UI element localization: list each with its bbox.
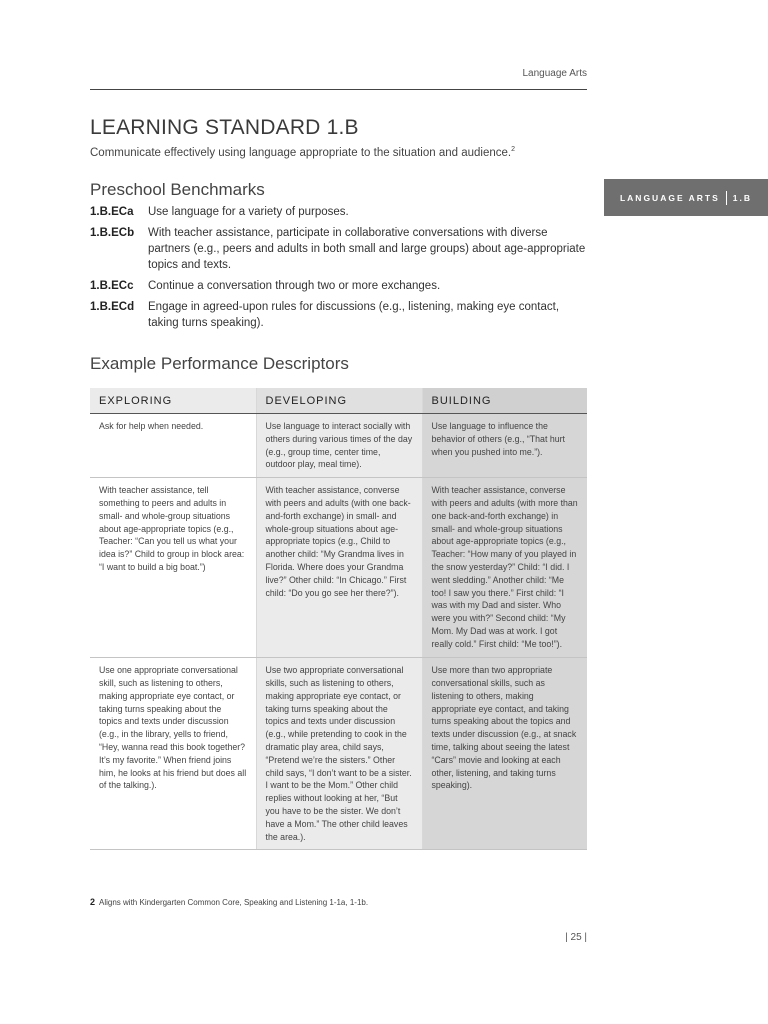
benchmark-item (90, 278, 590, 294)
table-cell: Use more than two appropriate conversational skills, such as listening to others, making appropriate eye contact, and taking turns speaking about the topics and texts under discussion (e.g., at snack time, talking about seeing the latest “Cars” movie and looking at each other, listening, and taking turns speaking). (422, 658, 587, 850)
table-cell: With teacher assistance, converse with peers and adults (with more than one back-and-forth exchange) in small- and whole-group situations about age-appropriate topics (e.g., Teacher: “How many of you played in the snow yesterday?” Child: “I did. I went sledding.” Another child: “Me too! I saw you there.” First child: “I was with my Dad and sister. Who were you with?” Second child: “My Mom. My Dad was at work. I got really cold.” First child: “Me too!”). (422, 478, 587, 658)
performance-table (90, 388, 587, 850)
benchmark-code: 1.B.ECd (90, 301, 135, 313)
standard-title: LEARNING STANDARD 1.B (90, 116, 359, 139)
table-cell: Use language to influence the behavior of others (e.g., “That hurt when you pushed into me.”). (422, 414, 587, 478)
column-header-building: BUILDING (422, 388, 587, 414)
section-tab (604, 179, 768, 216)
page-number: | 25 | (565, 932, 587, 943)
benchmarks-list (90, 204, 590, 336)
table-cell: Use language to interact socially with others during various times of the day (e.g., group time, center time, outdoor play, meal time). (256, 414, 422, 478)
section-tab-divider (726, 191, 727, 205)
table-row (90, 658, 587, 850)
column-header-exploring: EXPLORING (90, 388, 256, 414)
standard-subtitle (90, 146, 590, 159)
benchmark-code: 1.B.ECc (90, 280, 134, 292)
table-cell: Ask for help when needed. (90, 414, 256, 478)
footnote-text: Aligns with Kindergarten Common Core, Speaking and Listening 1-1a, 1-1b. (99, 898, 369, 907)
benchmark-text: Engage in agreed-upon rules for discussions (e.g., listening, making eye contact, taking turns speaking). (148, 301, 560, 329)
benchmark-text: Use language for a variety of purposes. (148, 206, 349, 218)
column-header-developing: DEVELOPING (256, 388, 422, 414)
benchmark-item (90, 299, 590, 331)
benchmark-text: With teacher assistance, participate in collaborative conversations with diverse partners (e.g., peers and adults in both small and large groups) about age-appropriate topics and texts. (148, 227, 586, 271)
benchmarks-heading: Preschool Benchmarks (90, 180, 265, 199)
section-tab-code: 1.B (732, 192, 753, 203)
table-cell: Use two appropriate conversational skills, such as listening to others, making appropriate eye contact, or taking turns speaking about the topics and texts under discussion (e.g., while pretending to cook in the dramatic play area, child says, “Pretend we’re the sisters.” Other child says, “I don’t want to be a sister. I want to be the Mom.” Other child replies without looking at her, “But you have to be the sister. We don’t have a Mom.” The other child leaves the area.). (256, 658, 422, 850)
benchmark-code: 1.B.ECa (90, 206, 134, 218)
benchmark-item (90, 204, 590, 220)
benchmark-text: Continue a conversation through two or more exchanges. (148, 280, 441, 292)
footnote-ref: 2 (511, 146, 515, 153)
header-rule (90, 89, 587, 90)
table-cell: With teacher assistance, tell something to peers and adults in small- and whole-group situations about age-appropriate topics (e.g., Teacher: “Can you tell us what your idea is?” Child to group in block area: “I want to build a big boat.”) (90, 478, 256, 658)
benchmark-code: 1.B.ECb (90, 227, 135, 239)
table-cell: With teacher assistance, converse with peers and adults (with one back-and-forth exchange) in small- and whole-group situations about age-appropriate topics (e.g., Child to another child: “My Grandma lives in Florida. Where does your Grandma live?” Other child: “In Chicago.” First child: “Do you go see her there?”). (256, 478, 422, 658)
standard-subtitle-text: Communicate effectively using language appropriate to the situation and audience. (90, 146, 512, 159)
footnote (90, 897, 368, 907)
performance-heading: Example Performance Descriptors (90, 354, 349, 373)
footnote-number: 2 (90, 897, 96, 907)
running-head: Language Arts (522, 68, 587, 79)
section-tab-subject: LANGUAGE ARTS (619, 192, 720, 203)
table-row (90, 414, 587, 478)
table-row (90, 478, 587, 658)
table-cell: Use one appropriate conversational skill, such as listening to others, making appropriate eye contact, or taking turns speaking about the topics and texts under discussion (e.g., in the library, yells to friend, “Hey, wanna read this book together? It’s my favorite.” When friend joins him, he looks at his friend but does all of the talking.). (90, 658, 256, 850)
benchmark-item (90, 225, 590, 273)
table-header-row (90, 388, 587, 414)
